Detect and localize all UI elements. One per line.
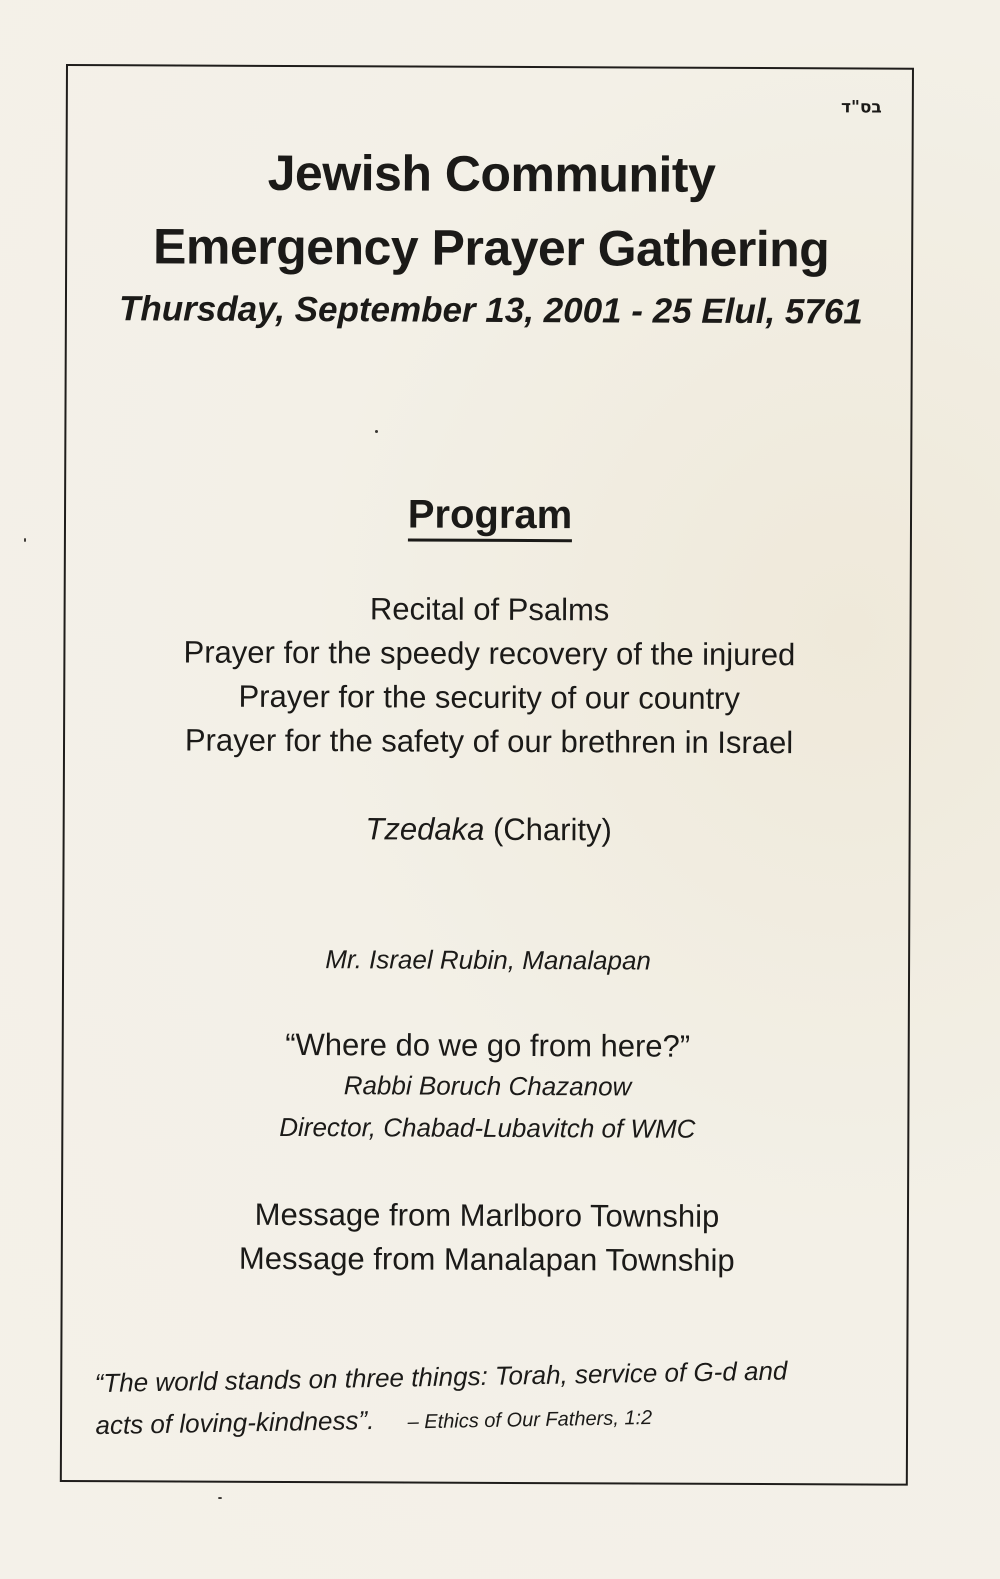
message-line: Message from Manalapan Township (238, 1240, 735, 1278)
title-line-2: Emergency Prayer Gathering (152, 218, 830, 278)
flyer-border (60, 64, 914, 1486)
speaker-2: Rabbi Boruch Chazanow (343, 1070, 632, 1102)
tzedaka-word: Tzedaka (365, 811, 485, 847)
program-item: Prayer for the safety of our brethren in Israel (184, 722, 794, 761)
message-line: Message from Marlboro Township (254, 1196, 720, 1234)
title-line-1: Jewish Community (267, 144, 716, 203)
program-heading-text: Program (408, 492, 573, 542)
header-mark: בס"ד (840, 97, 882, 118)
ink-speck (218, 1497, 222, 1499)
speaker-1: Mr. Israel Rubin, Manalapan (325, 944, 651, 976)
program-item: Prayer for the security of our country (238, 678, 741, 716)
program-heading (66, 490, 914, 540)
speaker-2-role: Director, Chabad-Lubavitch of WMC (279, 1111, 696, 1144)
quote-line-1: “The world stands on three things: Torah, service of G-d and (94, 1355, 788, 1399)
closing-quote (94, 1347, 895, 1449)
talk-title: “Where do we go from here?” (285, 1026, 691, 1064)
ink-speck (24, 538, 26, 542)
event-date: Thursday, September 13, 2001 - 25 Elul, 5761 (118, 289, 863, 332)
tzedaka-translation: (Charity) (492, 811, 612, 848)
program-item: Recital of Psalms (369, 591, 610, 628)
program-item: Prayer for the speedy recovery of the injured (183, 634, 796, 673)
quote-line-2-text: acts of loving-kindness”. (95, 1405, 375, 1441)
tzedaka-line (65, 810, 913, 850)
quote-attribution: – Ethics of Our Fathers, 1:2 (407, 1406, 653, 1434)
